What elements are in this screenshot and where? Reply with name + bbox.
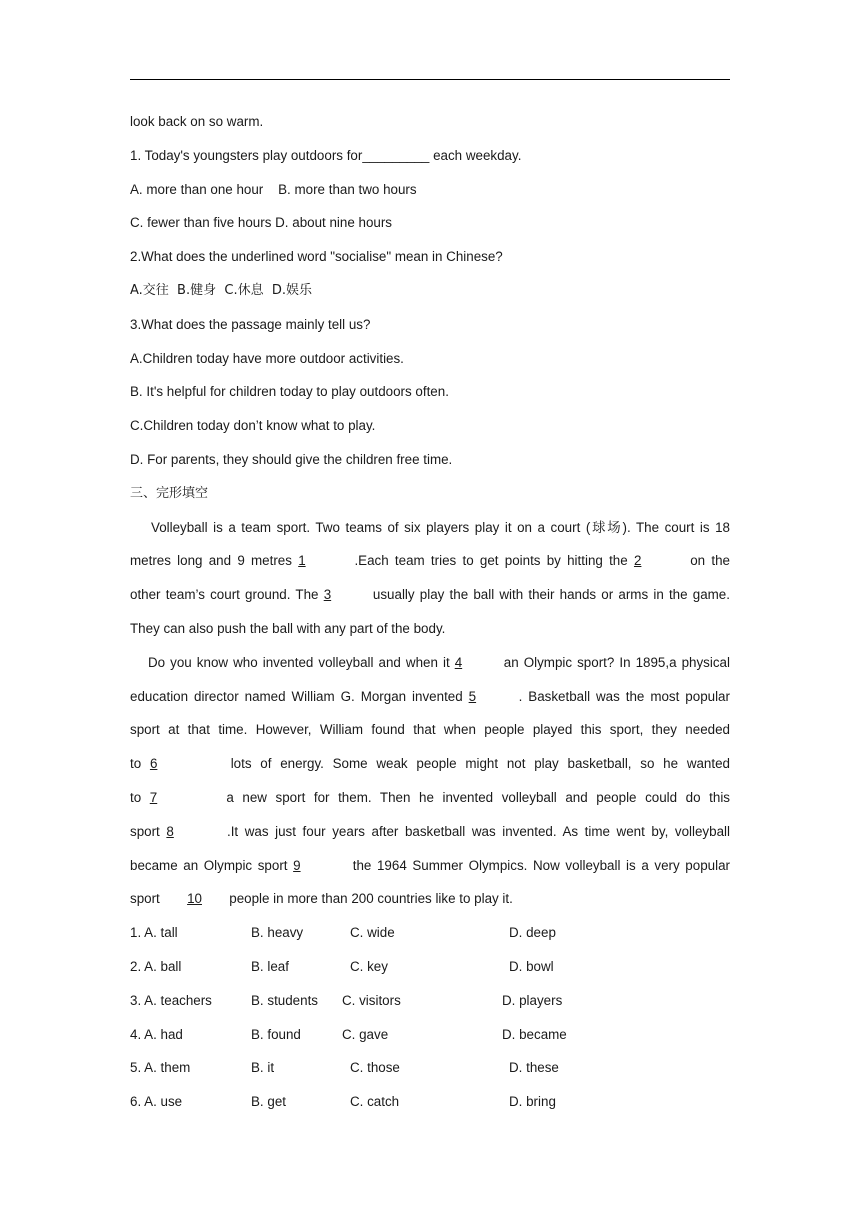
cloze-blank-4: 4 (454, 654, 463, 670)
cloze-blank-9: 9 (293, 857, 301, 873)
cloze-line: Volleyball is a team sport. Two teams of six players play it on a court (球场). The court is 18 (151, 519, 730, 535)
document-body (130, 105, 730, 1119)
cloze-line: education director named William G. Morgan invented 5 . Basketball was the most popular (130, 680, 730, 714)
cloze-blank-6: 6 (149, 756, 158, 772)
cloze-blank-3: 3 (323, 587, 332, 603)
question-1-blank: _________ (362, 147, 430, 163)
cloze-line: to 7 a new sport for them. Then he invented volleyball and people could do this (130, 781, 730, 815)
cloze-line: They can also push the ball with any part of the body. (130, 620, 446, 636)
question-3-option: B. It's helpful for children today to play outdoors often. (130, 384, 449, 400)
section-title: 三、完形填空 (130, 485, 209, 501)
question-3-option: A.Children today have more outdoor activities. (130, 350, 404, 366)
question-3-stem: 3.What does the passage mainly tell us? (130, 316, 371, 332)
cloze-blank-1: 1 (298, 553, 306, 569)
cloze-option-row: 1. A. tall B. heavy C. wide D. deep (130, 925, 556, 941)
question-3-option: C.Children today don’t know what to play. (130, 418, 376, 434)
cloze-line: sport 10 people in more than 200 countries like to play it. (130, 882, 730, 916)
cloze-line: sport at that time. However, William found that when people played this sport, they needed (130, 722, 730, 738)
cloze-option-row: 3. A. teachers B. students C. visitors D. players (130, 992, 563, 1008)
cloze-blank-2: 2 (633, 553, 642, 569)
question-2-options-line: A.交往 B.健身 C.休息 D.娱乐 (130, 282, 312, 298)
cloze-blank-10: 10 (187, 891, 202, 907)
cloze-option-row: 6. A. use B. get C. catch D. bring (130, 1094, 556, 1110)
cloze-blank-7: 7 (149, 789, 158, 805)
question-3-option: D. For parents, they should give the children free time. (130, 451, 453, 467)
cloze-line: sport 8 .It was just four years after basketball was invented. As time went by, volleyball (130, 815, 730, 849)
question-1-stem: 1. Today's youngsters play outdoors for_________ each weekday. (130, 147, 522, 163)
cloze-blank-8: 8 (166, 823, 174, 839)
cloze-line: Do you know who invented volleyball and when it 4 an Olympic sport? In 1895,a physical (130, 646, 730, 680)
cloze-option-row: 5. A. them B. it C. those D. these (130, 1060, 559, 1076)
question-1-options-line: A. more than one hour B. more than two hours (130, 181, 417, 197)
question-2-stem: 2.What does the underlined word "socialise" mean in Chinese? (130, 249, 503, 265)
cloze-line: to 6 lots of energy. Some weak people might not play basketball, so he wanted (130, 747, 730, 781)
cloze-blank-5: 5 (468, 688, 477, 704)
header-rule (130, 79, 730, 80)
cloze-line: metres long and 9 metres 1 .Each team tries to get points by hitting the 2 on the (130, 544, 730, 578)
question-1-options-line: C. fewer than five hours D. about nine hours (130, 215, 393, 231)
cloze-option-row: 4. A. had B. found C. gave D. became (130, 1026, 567, 1042)
cloze-line: other team’s court ground. The 3 usually play the ball with their hands or arms in the game. (130, 578, 730, 612)
passage-tail: look back on so warm. (130, 114, 264, 129)
cloze-line: became an Olympic sport 9 the 1964 Summer Olympics. Now volleyball is a very popular (130, 849, 730, 883)
cloze-option-row: 2. A. ball B. leaf C. key D. bowl (130, 958, 554, 974)
